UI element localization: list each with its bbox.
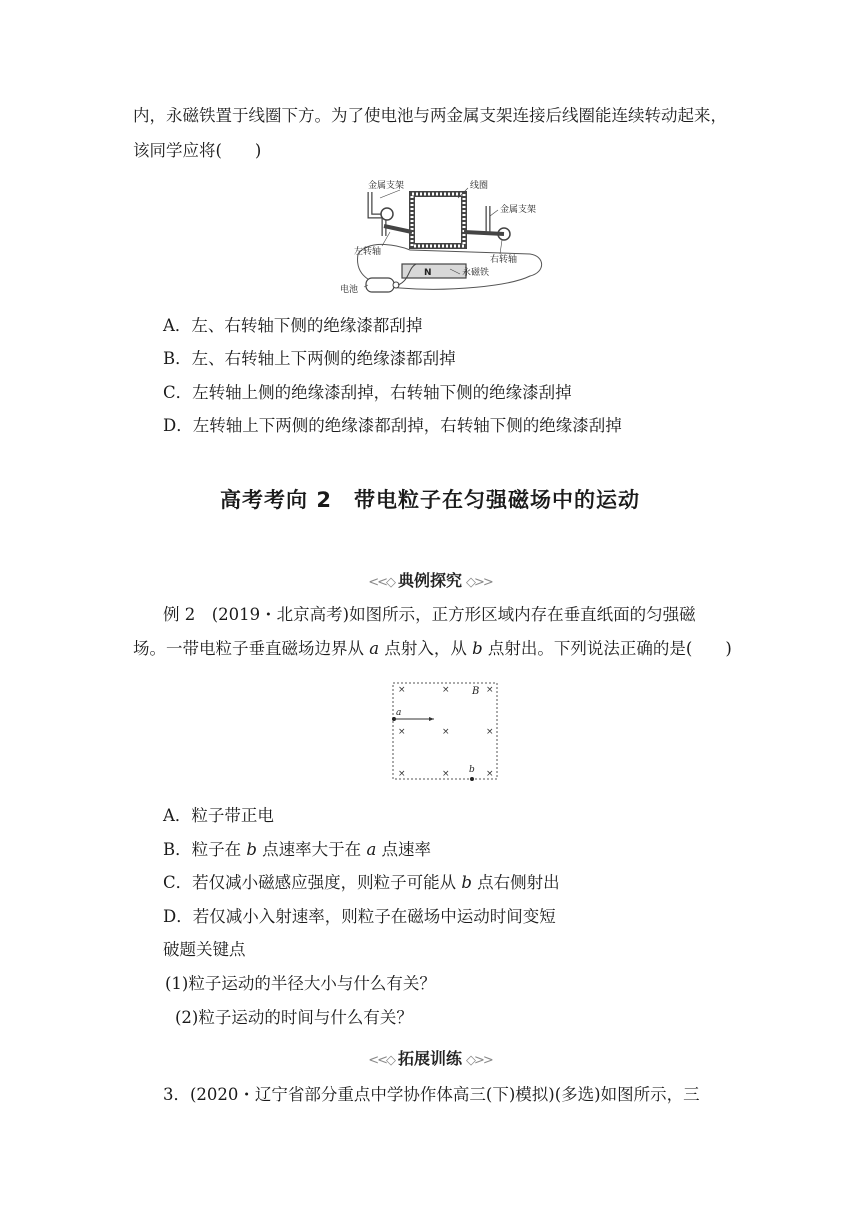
optb-b: b	[246, 840, 257, 859]
field-square-diagram	[392, 680, 500, 782]
q1-stem-line1: 内，永磁铁置于线圈下方。为了使电池与两金属支架连接后线圈能连续转动起来，	[133, 106, 727, 125]
magnet-pole-label: N	[424, 268, 432, 278]
example2-stem-line2	[133, 637, 732, 661]
field-cross-6: ×	[398, 769, 406, 779]
point-a-ref: a	[369, 639, 380, 658]
banner2-left-ornament: <<◇	[368, 1053, 394, 1068]
magnetic-field-figure	[392, 680, 500, 782]
motor-diagram	[340, 176, 550, 301]
example2-line2-post: 点射出。下列说法正确的是( )	[482, 639, 732, 658]
q1-option-c: C．左转轴上侧的绝缘漆刮掉，右转轴下侧的绝缘漆刮掉	[163, 383, 572, 402]
point-b-ref: b	[472, 639, 483, 658]
banner-example-text: 典例探究	[397, 571, 462, 590]
example2-line2-mid: 点射入，从	[379, 639, 473, 658]
q1-option-d: D．左转轴上下两侧的绝缘漆都刮掉，右转轴下侧的绝缘漆刮掉	[163, 416, 622, 435]
field-cross-2: ×	[486, 685, 494, 695]
label-a: a	[396, 708, 402, 718]
section-heading: 高考考向 2 带电粒子在匀强磁场中的运动	[220, 488, 640, 512]
label-B: B	[472, 686, 480, 697]
label-magnet: 永磁铁	[462, 268, 490, 278]
motor-figure	[340, 176, 550, 301]
label-coil: 线圈	[470, 181, 489, 191]
banner-extension-text: 拓展训练	[397, 1049, 462, 1068]
label-bracket-left: 金属支架	[368, 181, 405, 191]
field-cross-4: ×	[442, 727, 450, 737]
label-left-axle: 左转轴	[354, 247, 382, 257]
banner-example	[0, 568, 860, 591]
field-cross-3: ×	[398, 727, 406, 737]
label-right-axle: 右转轴	[490, 255, 518, 265]
banner-left-ornament: <<◇	[368, 575, 394, 590]
key-point-2: (2)粒子运动的时间与什么有关？	[175, 1008, 413, 1027]
optb-post: 点速率	[376, 840, 432, 859]
q3-stem-line1: 3．(2020・辽宁省部分重点中学协作体高三(下)模拟)(多选)如图所示，三	[163, 1085, 700, 1104]
example2-line2-pre: 场。一带电粒子垂直磁场边界从	[133, 639, 370, 658]
banner-right-ornament: ◇>>	[466, 575, 492, 590]
field-cross-7: ×	[442, 769, 450, 779]
label-b: b	[469, 765, 475, 775]
q1-option-b: B．左、右转轴上下两侧的绝缘漆都刮掉	[163, 349, 456, 368]
key-points-title: 破题关键点	[163, 940, 246, 959]
field-cross-1: ×	[442, 685, 450, 695]
example2-option-d: D．若仅减小入射速率，则粒子在磁场中运动时间变短	[163, 907, 556, 926]
banner2-right-ornament: ◇>>	[466, 1053, 492, 1068]
optc-pre: C．若仅减小磁感应强度，则粒子可能从	[163, 873, 462, 892]
optc-post: 点右侧射出	[471, 873, 560, 892]
label-bracket-right: 金属支架	[500, 205, 537, 215]
field-cross-5: ×	[486, 727, 494, 737]
optb-a: a	[366, 840, 377, 859]
optc-b: b	[461, 873, 472, 892]
q1-stem-line2: 该同学应将( )	[133, 141, 262, 160]
example2-option-c	[163, 871, 560, 895]
field-cross-8: ×	[486, 769, 494, 779]
example2-option-a: A．粒子带正电	[163, 806, 274, 825]
example2-stem-line1: 例 2 (2019・北京高考)如图所示，正方形区域内存在垂直纸面的匀强磁	[163, 605, 696, 624]
field-cross-0: ×	[398, 685, 406, 695]
banner-extension	[0, 1046, 860, 1069]
example2-option-b	[163, 838, 431, 862]
optb-mid: 点速率大于在	[256, 840, 367, 859]
optb-pre: B．粒子在	[163, 840, 247, 859]
key-point-1: (1)粒子运动的半径大小与什么有关？	[165, 974, 436, 993]
q1-option-a: A．左、右转轴下侧的绝缘漆都刮掉	[163, 316, 423, 335]
label-battery: 电池	[340, 285, 359, 295]
